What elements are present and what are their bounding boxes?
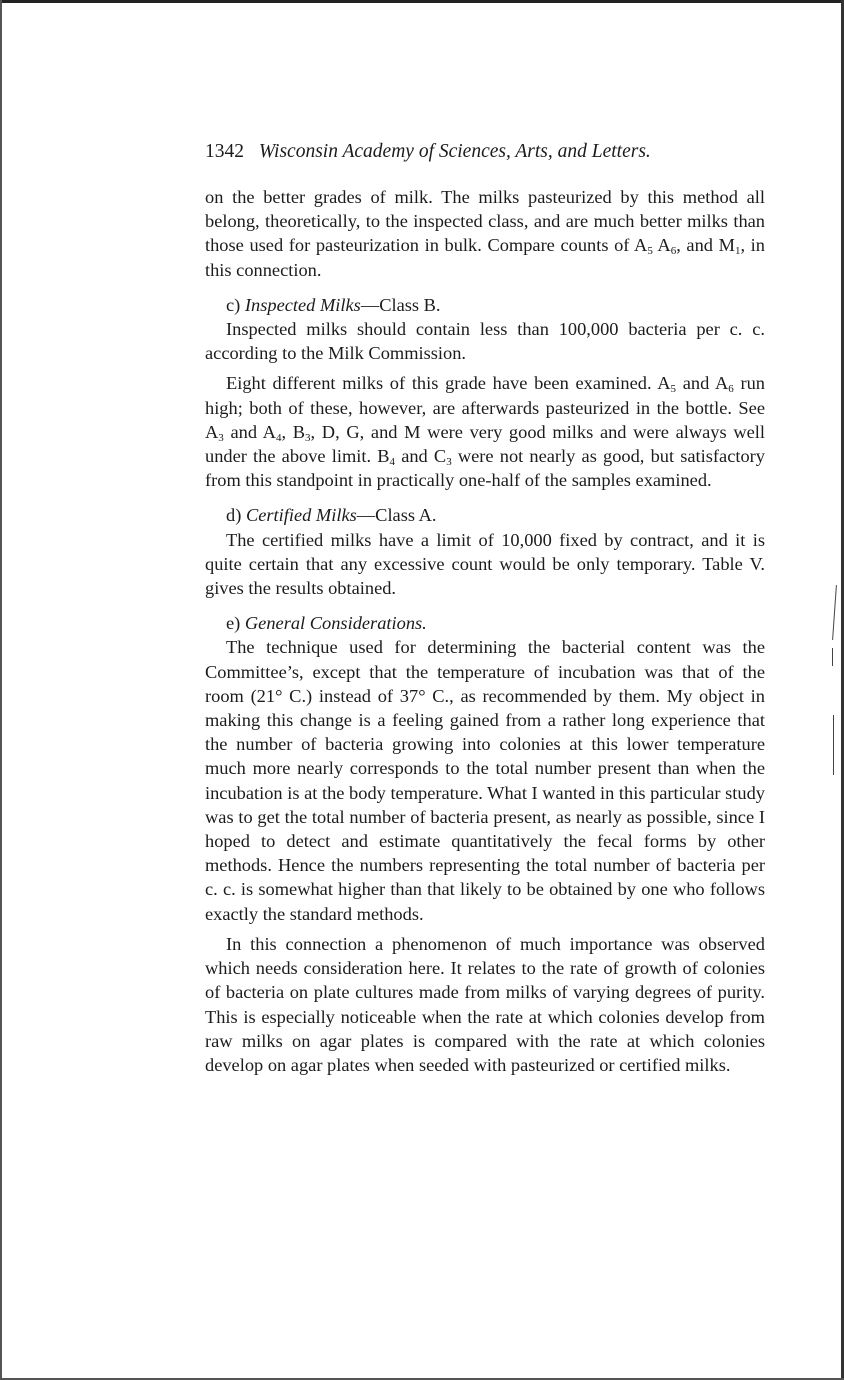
scan-border-top: [0, 0, 844, 3]
section-heading-general: [205, 611, 765, 635]
section-title: Certified Milks: [245, 505, 357, 526]
section-class: —Class B.: [360, 294, 441, 315]
section-title: Inspected Milks: [244, 294, 361, 315]
paragraph: Inspected milks should contain less than 100,000 bacteria per c. c. according to the Milk Commission.: [205, 319, 765, 364]
section-label: d): [226, 505, 242, 526]
section-label: c): [226, 294, 241, 315]
section-label: e): [226, 613, 241, 634]
paragraph: The technique used for determining the bacterial content was the Committee’s, except that the temperature of incubation was that of the room (21° C.) instead of 37° C., as recommended by them. My object in making this change is a feeling gained from a rather long experience that the number of bacteria growing into colonies at this lower temperature much more nearly corresponds to the total number present than when the incubation is at the body temperature. What I wanted in this particular study was to get the total number of bacteria present, as nearly as possible, since I hoped to detect and estimate quantitatively the fecal forms by other methods. Hence the numbers representing the total number of bacteria per c. c. is somewhat higher than that likely to be obtained by one who follows exactly the standard methods.: [205, 637, 765, 924]
section-heading-inspected: [205, 293, 765, 317]
running-header: [205, 139, 765, 165]
scan-margin-mark: [833, 715, 834, 775]
body-text: [205, 185, 765, 1077]
running-title: Wisconsin Academy of Sciences, Arts, and Letters.: [258, 141, 651, 162]
section-title: General Considerations.: [244, 613, 427, 634]
paragraph: In this connection a phenomenon of much importance was observed which needs consideration here. It relates to the rate of growth of colonies of bacteria on plate cultures made from milks of varying degrees of purity. This is especially noticeable when the rate at which colonies develop from raw milks on agar plates is compared with the rate at which colonies develop on agar plates when seeded with pasteurized or certified milks.: [205, 933, 765, 1075]
page-number: 1342: [205, 141, 244, 162]
scan-margin-mark: [832, 648, 833, 666]
scan-margin-mark: [832, 585, 837, 640]
scan-border-left: [0, 0, 2, 1380]
paragraph-continuation: on the better grades of milk. The milks pasteurized by this method all belong, theoretically, to the inspected class, and are much better milks than those used for pasteurization in bulk. Compare counts of $A_5$ $A_6$, and $M_1$, in this connection.: [205, 187, 765, 280]
section-heading-certified: [205, 503, 765, 527]
paragraph: The certified milks have a limit of 10,000 fixed by contract, and it is quite certain that any excessive count would be only temporary. Table V. gives the results obtained.: [205, 529, 765, 599]
paragraph: Eight different milks of this grade have been examined. $A_5$ and $A_6$ run high; both of these, however, are afterwards pasteurized in the bottle. See $A_3$ and $A_4$, $B_3$, D, G, and M were very good milks and were always well under the above limit. $B_4$ and $C_3$ were not nearly as good, but satisfactory from this standpoint in practically one-half of the samples examined.: [205, 373, 766, 491]
section-class: —Class A.: [356, 505, 437, 526]
